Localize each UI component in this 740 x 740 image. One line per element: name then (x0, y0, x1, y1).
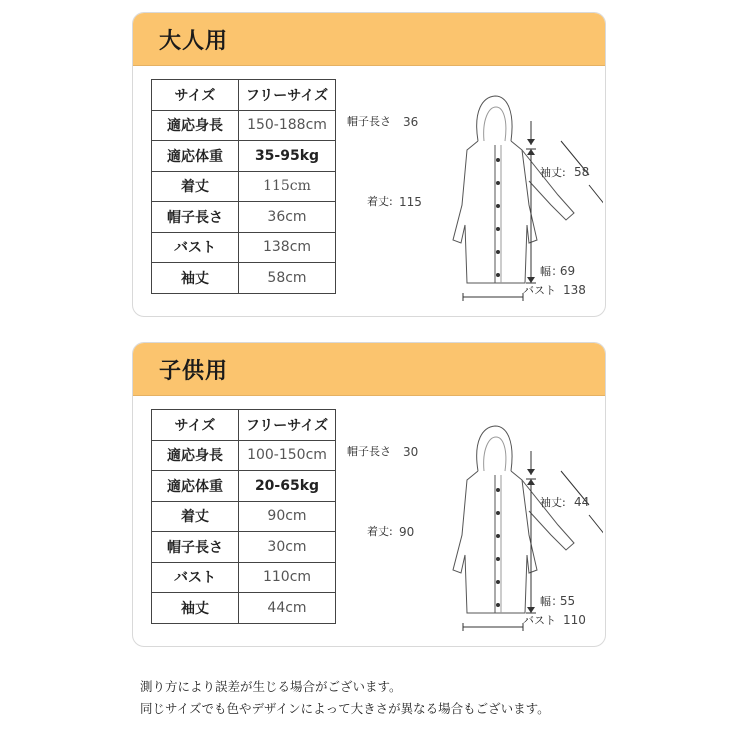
row-value: 44cm (239, 593, 336, 624)
row-label: 袖丈 (152, 263, 239, 294)
width-label: 幅 (540, 265, 551, 278)
table-row (152, 593, 336, 624)
row-value: 115cm (239, 171, 336, 202)
length-label: 着丈: (367, 195, 393, 208)
row-value: 30cm (239, 532, 336, 563)
note-size-variation: 同じサイズでも色やデザインによって大きさが異なる場合もございます。 (140, 701, 550, 716)
sleeve-value: 44 (574, 495, 590, 509)
width-value: : 69 (552, 264, 576, 278)
row-value: 36cm (239, 202, 336, 233)
table-row (152, 110, 336, 141)
note-measurement-error: 測り方により誤差が生じる場合がございます。 (140, 679, 402, 694)
child-card-title: 子供用 (159, 358, 229, 384)
table-row (152, 532, 336, 563)
sleeve-label: 袖丈: (540, 166, 566, 179)
adult-card-title: 大人用 (159, 28, 229, 54)
table-row (152, 410, 336, 441)
row-value: 100-150cm (239, 440, 336, 471)
row-value: 20-65kg (239, 471, 336, 502)
row-value: 110cm (239, 562, 336, 593)
table-row (152, 202, 336, 233)
table-row (152, 440, 336, 471)
row-label: バスト (152, 562, 239, 593)
hood-label: 帽子長さ (347, 115, 391, 128)
row-value: 150-188cm (239, 110, 336, 141)
row-label: 適応身長 (152, 440, 239, 471)
bust-value: 138 (563, 283, 586, 297)
row-label: サイズ (152, 80, 239, 111)
table-row (152, 171, 336, 202)
hood-label: 帽子長さ (347, 445, 391, 458)
adult-size-table (151, 79, 336, 294)
length-value: 90 (399, 525, 415, 539)
row-value: 58cm (239, 263, 336, 294)
child-size-table (151, 409, 336, 624)
row-value: 90cm (239, 501, 336, 532)
width-label: 幅 (540, 595, 551, 608)
row-label: 袖丈 (152, 593, 239, 624)
length-value: 115 (399, 195, 422, 209)
table-row (152, 232, 336, 263)
row-label: サイズ (152, 410, 239, 441)
bust-label: バスト (523, 614, 556, 627)
bust-label: バスト (523, 284, 556, 297)
adult-size-card (132, 12, 606, 317)
bust-value: 110 (563, 613, 586, 627)
row-label: 着丈 (152, 171, 239, 202)
row-label: バスト (152, 232, 239, 263)
table-row (152, 501, 336, 532)
hood-value: 36 (403, 115, 419, 129)
row-label: 適応体重 (152, 141, 239, 172)
length-label: 着丈: (367, 525, 393, 538)
child-size-card (132, 342, 606, 647)
sleeve-label: 袖丈: (540, 496, 566, 509)
adult-raincoat-diagram (343, 65, 603, 315)
row-label: 帽子長さ (152, 532, 239, 563)
table-row (152, 471, 336, 502)
table-row (152, 141, 336, 172)
row-value: 138cm (239, 232, 336, 263)
row-value: フリーサイズ (239, 80, 336, 111)
row-label: 適応体重 (152, 471, 239, 502)
row-value: 35-95kg (239, 141, 336, 172)
hood-value: 30 (403, 445, 419, 459)
width-value: : 55 (552, 594, 576, 608)
sleeve-value: 58 (574, 165, 590, 179)
row-label: 着丈 (152, 501, 239, 532)
row-value: フリーサイズ (239, 410, 336, 441)
row-label: 帽子長さ (152, 202, 239, 233)
table-row (152, 80, 336, 111)
table-row (152, 263, 336, 294)
child-card-header (133, 343, 605, 396)
table-row (152, 562, 336, 593)
child-raincoat-diagram (343, 395, 603, 645)
adult-card-header (133, 13, 605, 66)
row-label: 適応身長 (152, 110, 239, 141)
